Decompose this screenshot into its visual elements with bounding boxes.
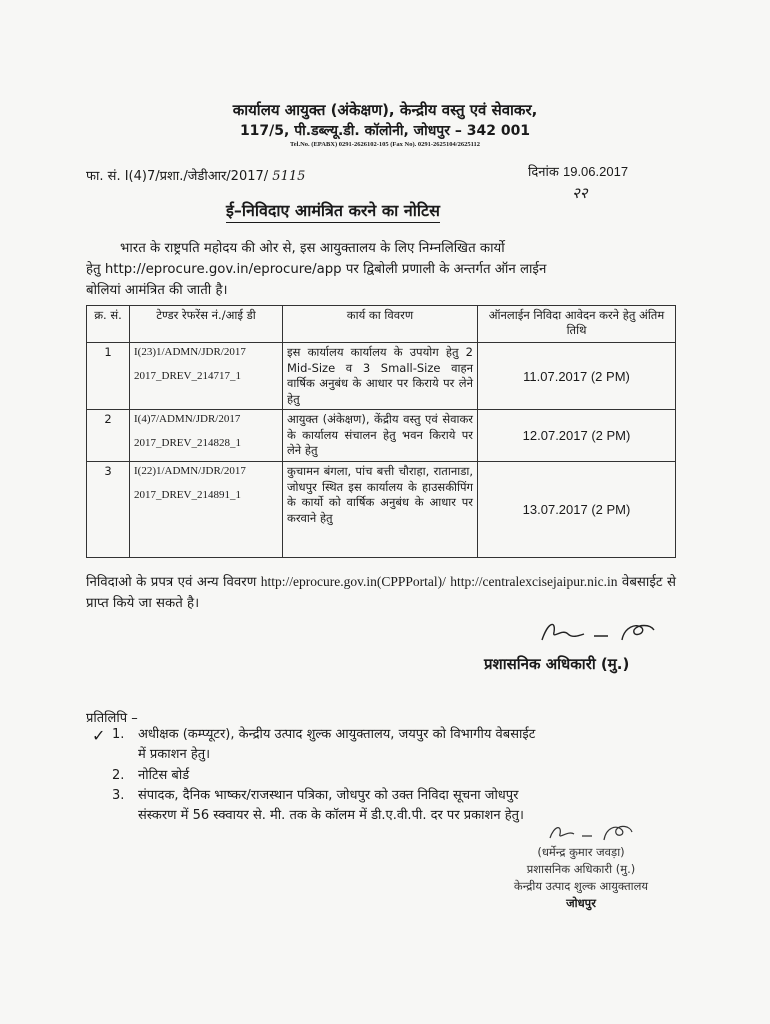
copy-item-text: संपादक, दैनिक भाष्कर/राजस्थान पत्रिका, जोधपुर को उक्त निविदा सूचना जोधपुर — [138, 788, 519, 803]
cell-desc: आयुक्त (अंकेक्षण), केंद्रीय वस्तु एवं सेवाकर के कार्यालय संचालन हेतु भवन किराये पर लेने हेतु — [283, 410, 478, 462]
file-number-label: फा. सं. — [86, 169, 121, 184]
centralexcise-link[interactable]: http://centralexcisejaipur.nic.in — [450, 574, 618, 589]
cell-desc: कुचामन बंगला, पांच बत्ती चौराहा, रातानाडा, जोधपुर स्थित इस कार्यालय के हाउसकीपिंग के कार्यो को वार्षिक अनुबंध के आधार पर करवाने हेतु — [283, 462, 478, 558]
tender-table — [86, 305, 676, 558]
eprocure-link[interactable]: http://eprocure.gov.in(CPPPortal)/ — [260, 574, 446, 589]
notice-title: ई–निविदाए आमंत्रित करने का नोटिस — [226, 199, 440, 223]
table-header-row — [87, 306, 676, 343]
table-row — [87, 343, 676, 410]
file-number-handwritten: 5115 — [272, 169, 306, 184]
file-number-value: I(4)7/प्रशा./जेडीआर/2017/ — [124, 169, 269, 184]
cell-deadline: 11.07.2017 (2 PM) — [478, 343, 676, 410]
stamp-name: (धर्मेन्द्र कुमार जवड़ा) — [537, 845, 625, 859]
notice-date — [528, 162, 628, 180]
cell-desc: इस कार्यालय कार्यालय के उपयोग हेतु 2 Mid-Size व 3 Small-Size वाहन वार्षिक अनुबंध के आधार पर किराये पर लेने हेतु — [283, 343, 478, 410]
cell-sno: 3 — [87, 462, 130, 558]
office-name: कार्यालय आयुक्त (अंकेक्षण), केन्द्रीय वस्तु एवं सेवाकर, — [232, 101, 538, 119]
ref-id: 2017_DREV_214828_1 — [134, 437, 241, 449]
ref-file: I(23)1/ADMN/JDR/2017 — [134, 346, 246, 358]
ref-file: I(4)7/ADMN/JDR/2017 — [134, 413, 241, 425]
office-address: 117/5, पी.डब्ल्यू.डी. कॉलोनी, जोधपुर – 342 001 — [239, 123, 531, 139]
cell-sno: 2 — [87, 410, 130, 462]
more-info-paragraph — [86, 571, 676, 614]
cell-ref — [130, 343, 283, 410]
officer-signature — [538, 618, 658, 648]
more-info-text: वेबसाईट से प्राप्त किये जा सकते है। — [86, 575, 676, 611]
stamp-designation: प्रशासनिक अधिकारी (मु.) — [526, 862, 636, 876]
copy-item-text: में प्रकाशन हेतु। — [138, 747, 211, 762]
date-handwritten: २२ — [572, 184, 588, 202]
header-deadline: ऑनलाईन निविदा आवेदन करने हेतु अंतिम तिथि — [478, 306, 676, 343]
cell-sno: 1 — [87, 343, 130, 410]
copy-item-text: नोटिस बोर्ड — [138, 768, 190, 783]
file-number — [86, 166, 305, 184]
copy-item-number: 2. — [112, 768, 125, 783]
office-phone: Tel.No. (EPABX) 0291-2626102-105 (Fax No). 0291-2625104/2625112 — [290, 141, 480, 148]
cell-ref — [130, 462, 283, 558]
cell-deadline: 12.07.2017 (2 PM) — [478, 410, 676, 462]
intro-line: भारत के राष्ट्रपति महोदय की ओर से, इस आयुक्तालय के लिए निम्नलिखित कार्यो — [120, 241, 505, 256]
copy-item — [112, 766, 189, 786]
table-row — [87, 462, 676, 558]
copy-item-text: अधीक्षक (कम्प्यूटर), केन्द्रीय उत्पाद शुल्क आयुक्तालय, जयपुर को विभागीय वेबसाईट — [138, 727, 536, 742]
intro-paragraph — [86, 238, 676, 301]
copy-item — [112, 725, 672, 765]
stamp-city: जोधपुर — [566, 896, 596, 910]
date-value: 19.06.2017 — [562, 164, 629, 179]
copy-item-number: 1. — [112, 727, 125, 742]
cell-deadline: 13.07.2017 (2 PM) — [478, 462, 676, 558]
intro-line: बोलियां आमंत्रित की जाती है। — [86, 283, 228, 298]
copy-item-number: 3. — [112, 788, 125, 803]
header-sno: क्र. सं. — [87, 306, 130, 343]
stamp-block — [486, 844, 676, 912]
ref-id: 2017_DREV_214891_1 — [134, 489, 241, 501]
ref-file: I(22)1/ADMN/JDR/2017 — [134, 465, 246, 477]
intro-line: हेतु http://eprocure.gov.in/eprocure/app पर द्विबोली प्रणाली के अन्तर्गत ऑन लाईन — [86, 262, 547, 277]
signatory-title: प्रशासनिक अधिकारी (मु.) — [484, 655, 630, 673]
cell-ref — [130, 410, 283, 462]
date-label: दिनांक — [528, 165, 559, 180]
tick-mark-icon: ✓ — [92, 726, 106, 745]
more-info-text: निविदाओ के प्रपत्र एवं अन्य विवरण — [86, 575, 257, 590]
stamp-office: केन्द्रीय उत्पाद शुल्क आयुक्तालय — [513, 879, 649, 893]
stamp-signature — [546, 820, 636, 846]
table-row — [87, 410, 676, 462]
header-desc: कार्य का विवरण — [283, 306, 478, 343]
copy-to-label: प्रतिलिपि – — [86, 711, 138, 726]
header-ref: टेण्डर रेफरेंस नं./आई डी — [130, 306, 283, 343]
copy-item-text: संस्करण में 56 स्क्वायर से. मी. तक के कॉलम में डी.ए.वी.पी. दर पर प्रकाशन हेतु। — [138, 808, 524, 823]
ref-id: 2017_DREV_214717_1 — [134, 370, 241, 382]
